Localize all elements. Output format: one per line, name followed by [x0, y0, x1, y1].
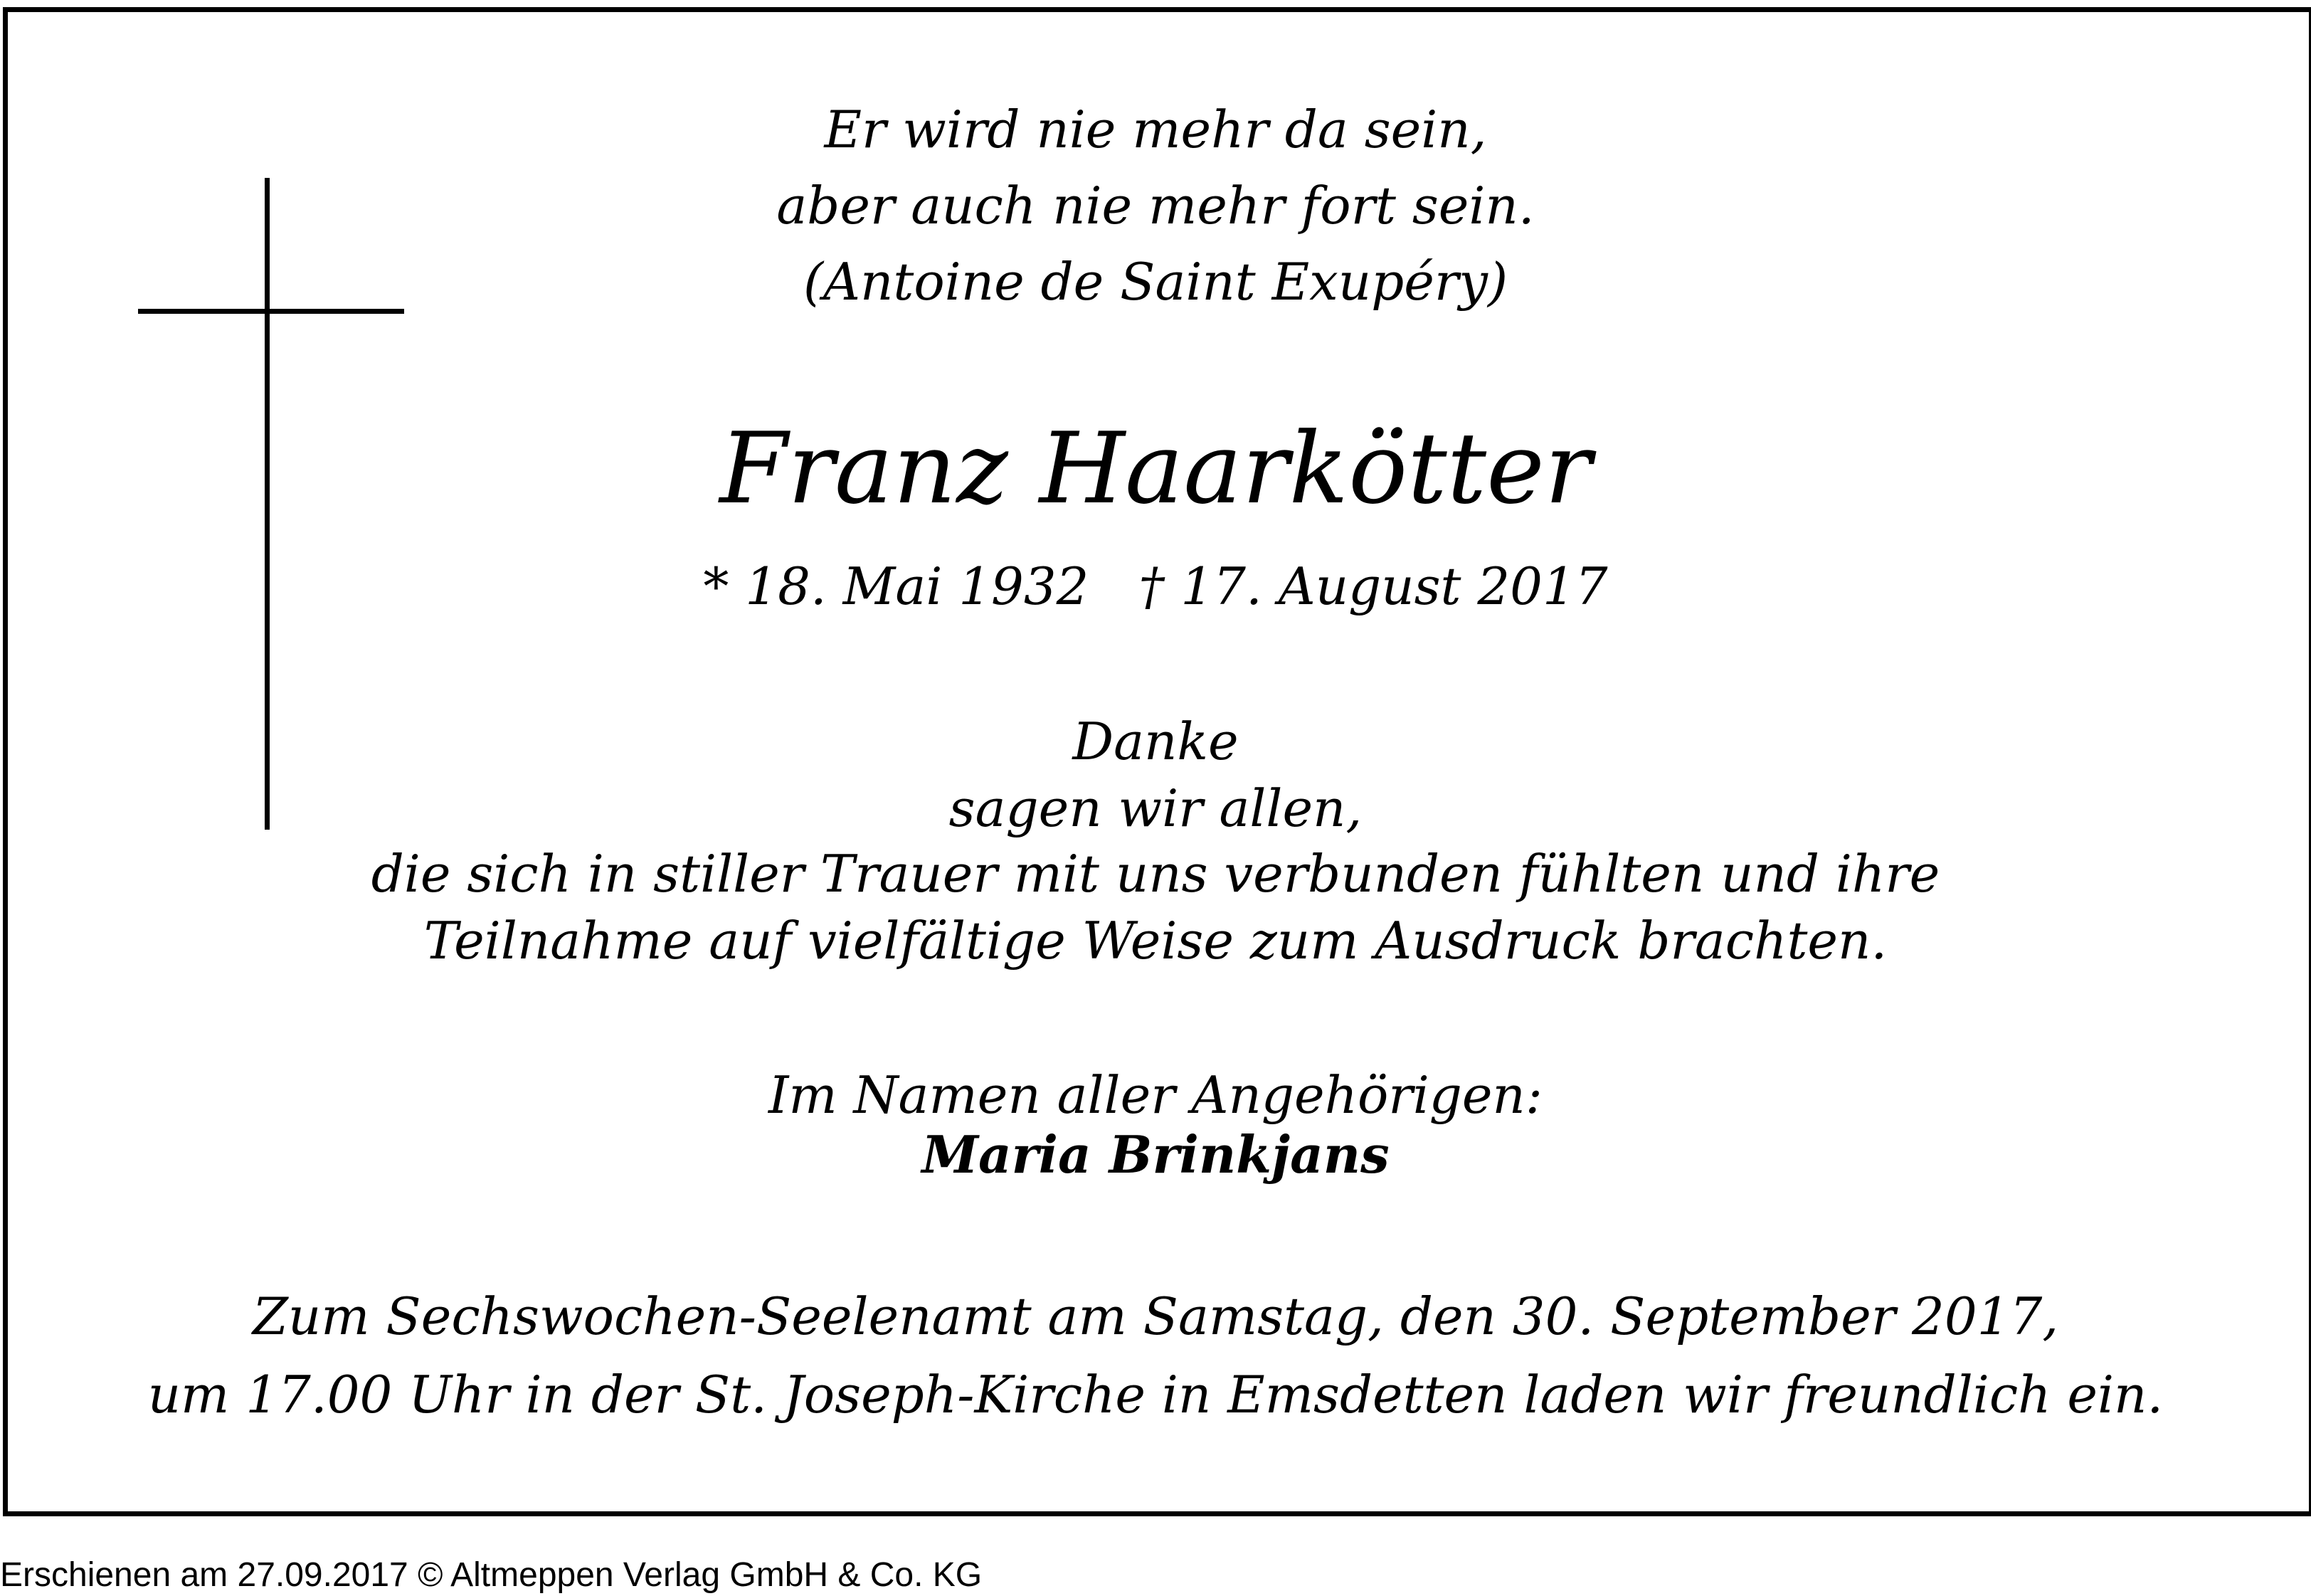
- life-dates: [0, 556, 2311, 616]
- thanks-line-4: Teilnahme auf vielfältige Weise zum Ausdruck brachten.: [423, 911, 1888, 971]
- service-line-2: um 17.00 Uhr in der St. Joseph-Kirche in Emsdetten laden wir freundlich ein.: [147, 1365, 2164, 1425]
- signer-name: Maria Brinkjans: [921, 1124, 1390, 1185]
- deceased-name: Franz Haarkötter: [719, 411, 1592, 526]
- service-line-1: Zum Sechswochen-Seelenamt am Samstag, den 30. September 2017,: [252, 1286, 2059, 1346]
- death-date: † 17. August 2017: [1138, 556, 1608, 616]
- birth-date: * 18. Mai 1932: [703, 556, 1089, 616]
- quote-line-2: aber auch nie mehr fort sein.: [776, 176, 1535, 236]
- quote-line-1: Er wird nie mehr da sein,: [824, 100, 1487, 159]
- thanks-line-2: sagen wir allen,: [948, 778, 1363, 838]
- thanks-line-1: Danke: [1072, 712, 1239, 771]
- quote-author: (Antoine de Saint Exupéry): [803, 252, 1508, 312]
- publication-footer: Erschienen am 27.09.2017 © Altmeppen Verlag GmbH & Co. KG: [0, 1556, 983, 1594]
- thanks-line-3: die sich in stiller Trauer mit uns verbunden fühlten und ihre: [371, 844, 1940, 904]
- family-intro: Im Namen aller Angehörigen:: [768, 1065, 1543, 1125]
